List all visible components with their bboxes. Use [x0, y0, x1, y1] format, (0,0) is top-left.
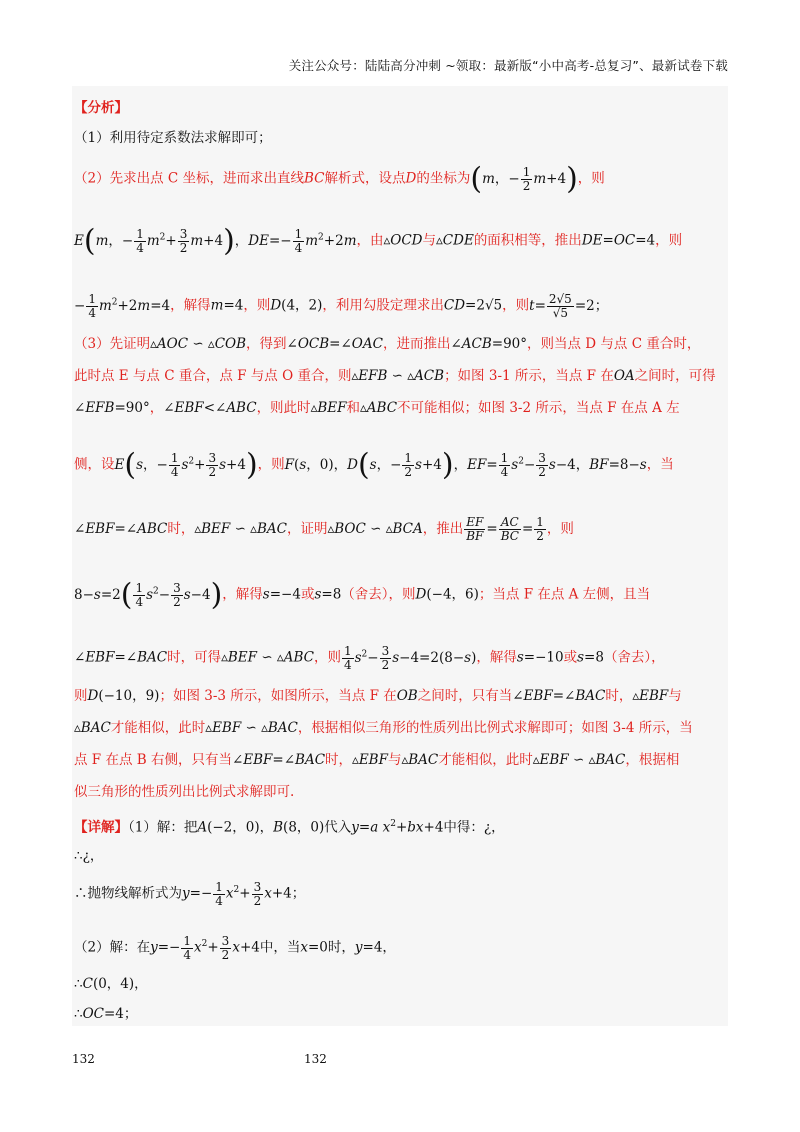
analysis-part2-line1: （2）先求出点 C 坐标，进而求出直线BC解析式，设点D的坐标为(m，− $\frac{1}{2}$ m+4)，则: [74, 161, 605, 196]
analysis-part2-line2: E(m，− $\frac{1}{4}$ $m^2+$ $\frac{3}{2}$ m+4)，DE=− $\frac{1}{4}$ $m^2+2m$，由▵OCD与▵CDE的面积相等，推出DE=OC=4，则: [74, 223, 683, 258]
detail-part1-line2: ∴¿，: [74, 848, 104, 864]
analysis-part3-line5: ∠EBF=∠ABC时，▵BEF ∽ ▵BAC，证明▵BOC ∽ ▵BCA，推出 $\frac{EF}{BF}$ = $\frac{AC}{BC}$ = $\frac{1}{2}$ ，则: [74, 515, 574, 543]
analysis-heading: 【分析】: [74, 100, 128, 116]
page-number-center: 132: [304, 1052, 327, 1066]
page-header: 关注公众号：陆陆高分冲刺 ~领取：最新版“小中高考-总复习”、最新试卷下载: [288, 58, 728, 73]
detail-part2-line2: ∴C(0，4)，: [74, 976, 148, 992]
detail-part1-line3: ∴抛物线解析式为y=− $\frac{1}{4}$ $x^2+$ $\frac{3}{2}$ x+4；: [74, 879, 306, 908]
analysis-part3-line10: 点 F 在点 B 右侧，只有当∠EBF=∠BAC时，▵EBF与▵BAC才能相似，此时▵EBF ∽ ▵BAC，根据相: [74, 752, 680, 768]
page-number-left: 132: [72, 1052, 95, 1066]
analysis-part3-line6: 8−s=2( $\frac{1}{4}$ $s^2-$ $\frac{3}{2}$ s−4)，解得s=−4或s=8（舍去），则D(−4，6)；当点 F 在点 A 左侧，且当: [74, 577, 651, 612]
analysis-part1: （1）利用待定系数法求解即可；: [74, 130, 272, 146]
detail-part2-line1: （2）解：在y=− $\frac{1}{4}$ $x^2+$ $\frac{3}{2}$ x+4中，当x=0时，y=4，: [74, 933, 396, 962]
solution-content: [72, 86, 728, 1026]
analysis-part3-line8: 则D(−10，9)；如图 3-3 所示，如图所示，当点 F 在OB之间时，只有当∠EBF=∠BAC时，▵EBF与: [74, 688, 682, 704]
detail-part1-line1: 【详解】（1）解：把A(−2，0)，B(8，0)代入y=a $x^2+bx+4$中得：¿，: [74, 819, 505, 836]
analysis-part3-line9: ▵BAC才能相似，此时▵EBF ∽ ▵BAC，根据相似三角形的性质列出比例式求解即可；如图 3-4 所示，当: [74, 720, 693, 736]
analysis-part2-line3: − $\frac{1}{4}$ $m^2+2m=4$，解得m=4，则D(4，2)，利用勾股定理求出CD=2√5，则t= $\frac{2√5}{√5}$ =2；: [74, 291, 609, 320]
analysis-part3-line2: 此时点 E 与点 C 重合，点 F 与点 O 重合，则▵EFB ∽ ▵ACB；如图 3-1 所示，当点 F 在OA之间时，可得: [74, 368, 716, 384]
analysis-part3-line4: 侧，设E(s，− $\frac{1}{4}$ $s^2+$ $\frac{3}{2}$ s+4)，则F(s，0)，D(s，− $\frac{1}{2}$ s+4)，EF= $\frac{1}{4}$ $s^2-$ $\frac{3}{2}$ s−4，BF=8−s，当: [74, 447, 674, 482]
analysis-part3-line7: ∠EBF=∠BAC时，可得▵BEF ∽ ▵ABC，则 $\frac{1}{4}$ $s^2-$ $\frac{3}{2}$ s−4=2(8−s)，解得s=−10或s=8（舍去），: [74, 643, 665, 672]
analysis-part3-line3: ∠EFB=90°，∠EBF<∠ABC，则此时▵BEF和▵ABC不可能相似；如图 3-2 所示，当点 F 在点 A 左: [74, 400, 680, 416]
analysis-part3-line11: 似三角形的性质列出比例式求解即可.: [74, 784, 295, 800]
analysis-part3-line1: （3）先证明▵AOC ∽ ▵COB，得到∠OCB=∠OAC，进而推出∠ACB=90°，则当点 D 与点 C 重合时，: [74, 336, 701, 352]
detail-part2-line3: ∴OC=4；: [74, 1006, 138, 1022]
